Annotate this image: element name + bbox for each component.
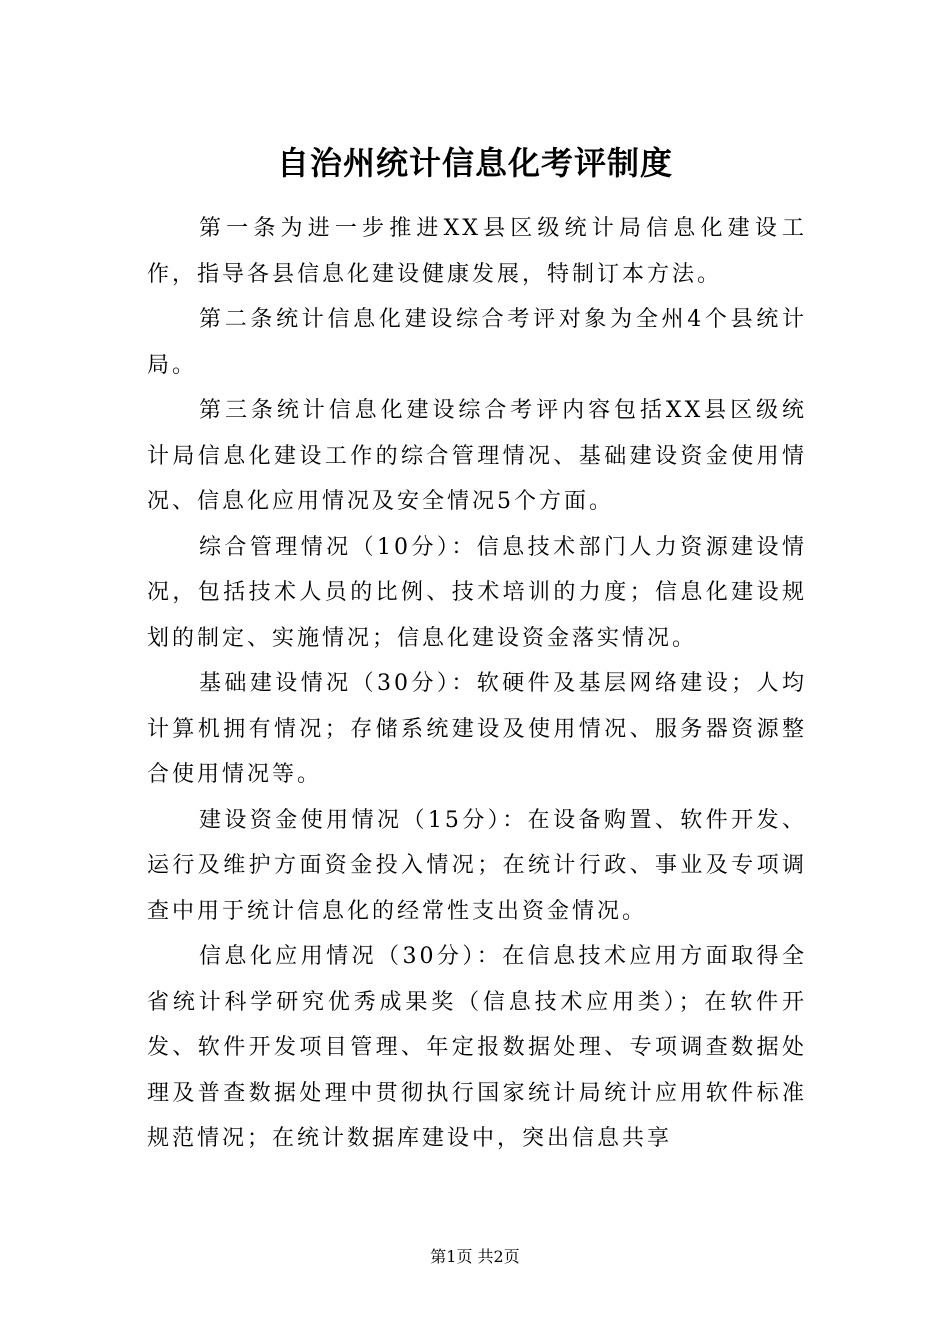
paragraph-application: 信息化应用情况（30分）：在信息技术应用方面取得全省统计科学研究优秀成果奖（信息技术应用类）；在软件开发、软件开发项目管理、年定报数据处理、专项调查数据处理及普查数据处理中贯彻执行国家统计局统计应用软件标准规范情况；在统计数据库建设中，突出信息共享 (147, 944, 807, 1151)
paragraph-funding: 建设资金使用情况（15分）：在设备购置、软件开发、运行及维护方面资金投入情况；在统计行政、事业及专项调查中用于统计信息化的经常性支出资金情况。 (147, 807, 807, 924)
paragraph-article-1: 第一条为进一步推进XX县区级统计局信息化建设工作，指导各县信息化建设健康发展，特制订本方法。 (147, 216, 807, 287)
document-title: 自治州统计信息化考评制度 (276, 144, 673, 182)
page-footer: 第1页 共2页 (430, 1247, 520, 1266)
paragraph-article-2: 第二条统计信息化建设综合考评对象为全州4个县统计局。 (147, 307, 807, 378)
paragraph-management: 综合管理情况（10分）：信息技术部门人力资源建设情况，包括技术人员的比例、技术培训的力度；信息化建设规划的制定、实施情况；信息化建设资金落实情况。 (147, 534, 807, 651)
paragraph-article-3: 第三条统计信息化建设综合考评内容包括XX县区级统计局信息化建设工作的综合管理情况、基础建设资金使用情况、信息化应用情况及安全情况5个方面。 (147, 398, 807, 514)
document-body (147, 206, 807, 1162)
paragraph-infrastructure: 基础建设情况（30分）：软硬件及基层网络建设；人均计算机拥有情况；存储系统建设及使用情况、服务器资源整合使用情况等。 (147, 671, 807, 787)
